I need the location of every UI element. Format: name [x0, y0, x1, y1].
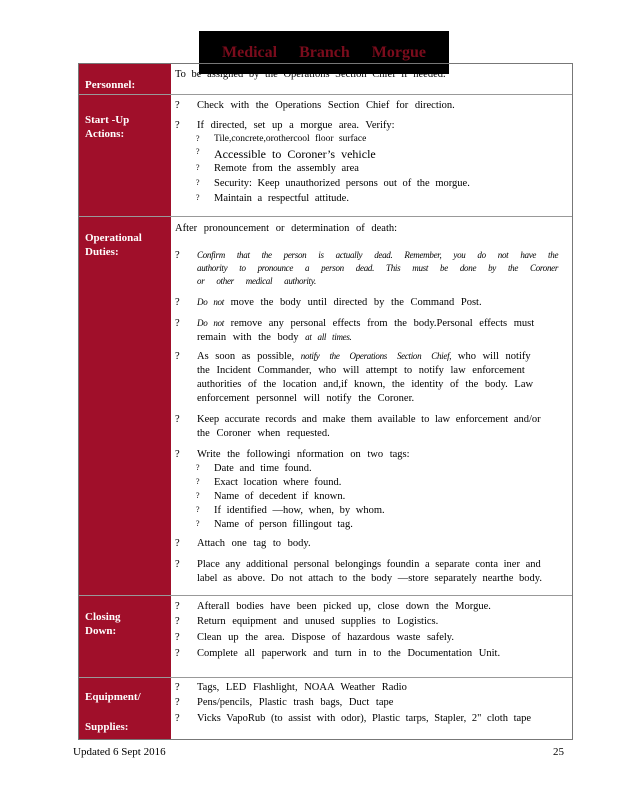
row-closing — [79, 596, 572, 678]
page-number: 25 — [553, 746, 564, 758]
procedure-table — [78, 63, 573, 740]
row-startup — [79, 95, 572, 217]
content-operational: After pronouncement or determination of death: ? Confirm that the person is actually dead. Remember, you do not have the authority to pronounce a person dead. This must be done by the Coroner or other medical authority. ? Do not move the body until directed by the Command Post. ? Do not remove any personal effects from the body.Personal effects must remain with the body at all times. ? As soon as possible, notify the Operations Section Chief, who will notify the Incident Commander, who will attempt to notify law enforcement authorities of the location and,if known, the identity of the body. Law enforcement personnel will notify the Coroner. ? Keep accurate records and make them available to law enforcement and/or the Coroner when requested. ? Write the followingi nformation on two tags: ? Date and time found. ? Exact location where found. ? Name of decedent if known. ? If identified —how, when, by whom. ? Name of person fillingout tag. ? Attach one tag to body. ? Place any additional personal belongings foundin a separate conta iner and label as above. Do not attach to the body —store separately nearthe body. — [175, 223, 559, 584]
personnel-text: To be assigned by the Operations Section Chief if needed. — [175, 69, 446, 80]
title-word-3: Morgue — [371, 43, 426, 61]
content-closing: ? Afterall bodies have been picked up, close down the Morgue. ? Return equipment and unused supplies to Logistics. ? Clean up the area. Dispose of hazardous waste safely. ? Complete all paperwork and turn in to the Documentation Unit. — [175, 601, 501, 659]
content-personnel — [171, 64, 572, 94]
content-startup: ? Check with the Operations Section Chief for direction. ? If directed, set up a morgue area. Verify: ? Tile,concrete,orothercool floor surface ? Accessible to Coroner’s vehicle ? Remote from the assembly area ? Security: Keep unauthorized persons out of the morgue. ? Maintain a respectful attitude. — [175, 100, 470, 204]
row-equipment — [79, 678, 572, 739]
row-operational — [79, 217, 572, 596]
title-word-1: Medical — [222, 43, 278, 61]
row-personnel — [79, 64, 572, 95]
content-equipment: ? Tags, LED Flashlight, NOAA Weather Radio ? Pens/pencils, Plastic trash bags, Duct tape ? Vicks VapoRub (to assist with odor), Plastic tarps, Stapler, 2" cloth tape — [175, 682, 532, 724]
label-startup: Start -Up Actions: — [79, 95, 171, 216]
operational-intro: After pronouncement or determination of death: — [175, 223, 398, 234]
label-operational: Operational Duties: — [79, 217, 171, 595]
label-equipment: Equipment/ Supplies: — [79, 678, 171, 739]
label-closing: Closing Down: — [79, 596, 171, 677]
title-word-2: Branch — [299, 43, 350, 61]
label-personnel: Personnel: — [79, 64, 171, 94]
footer-updated: Updated 6 Sept 2016 — [73, 746, 166, 758]
